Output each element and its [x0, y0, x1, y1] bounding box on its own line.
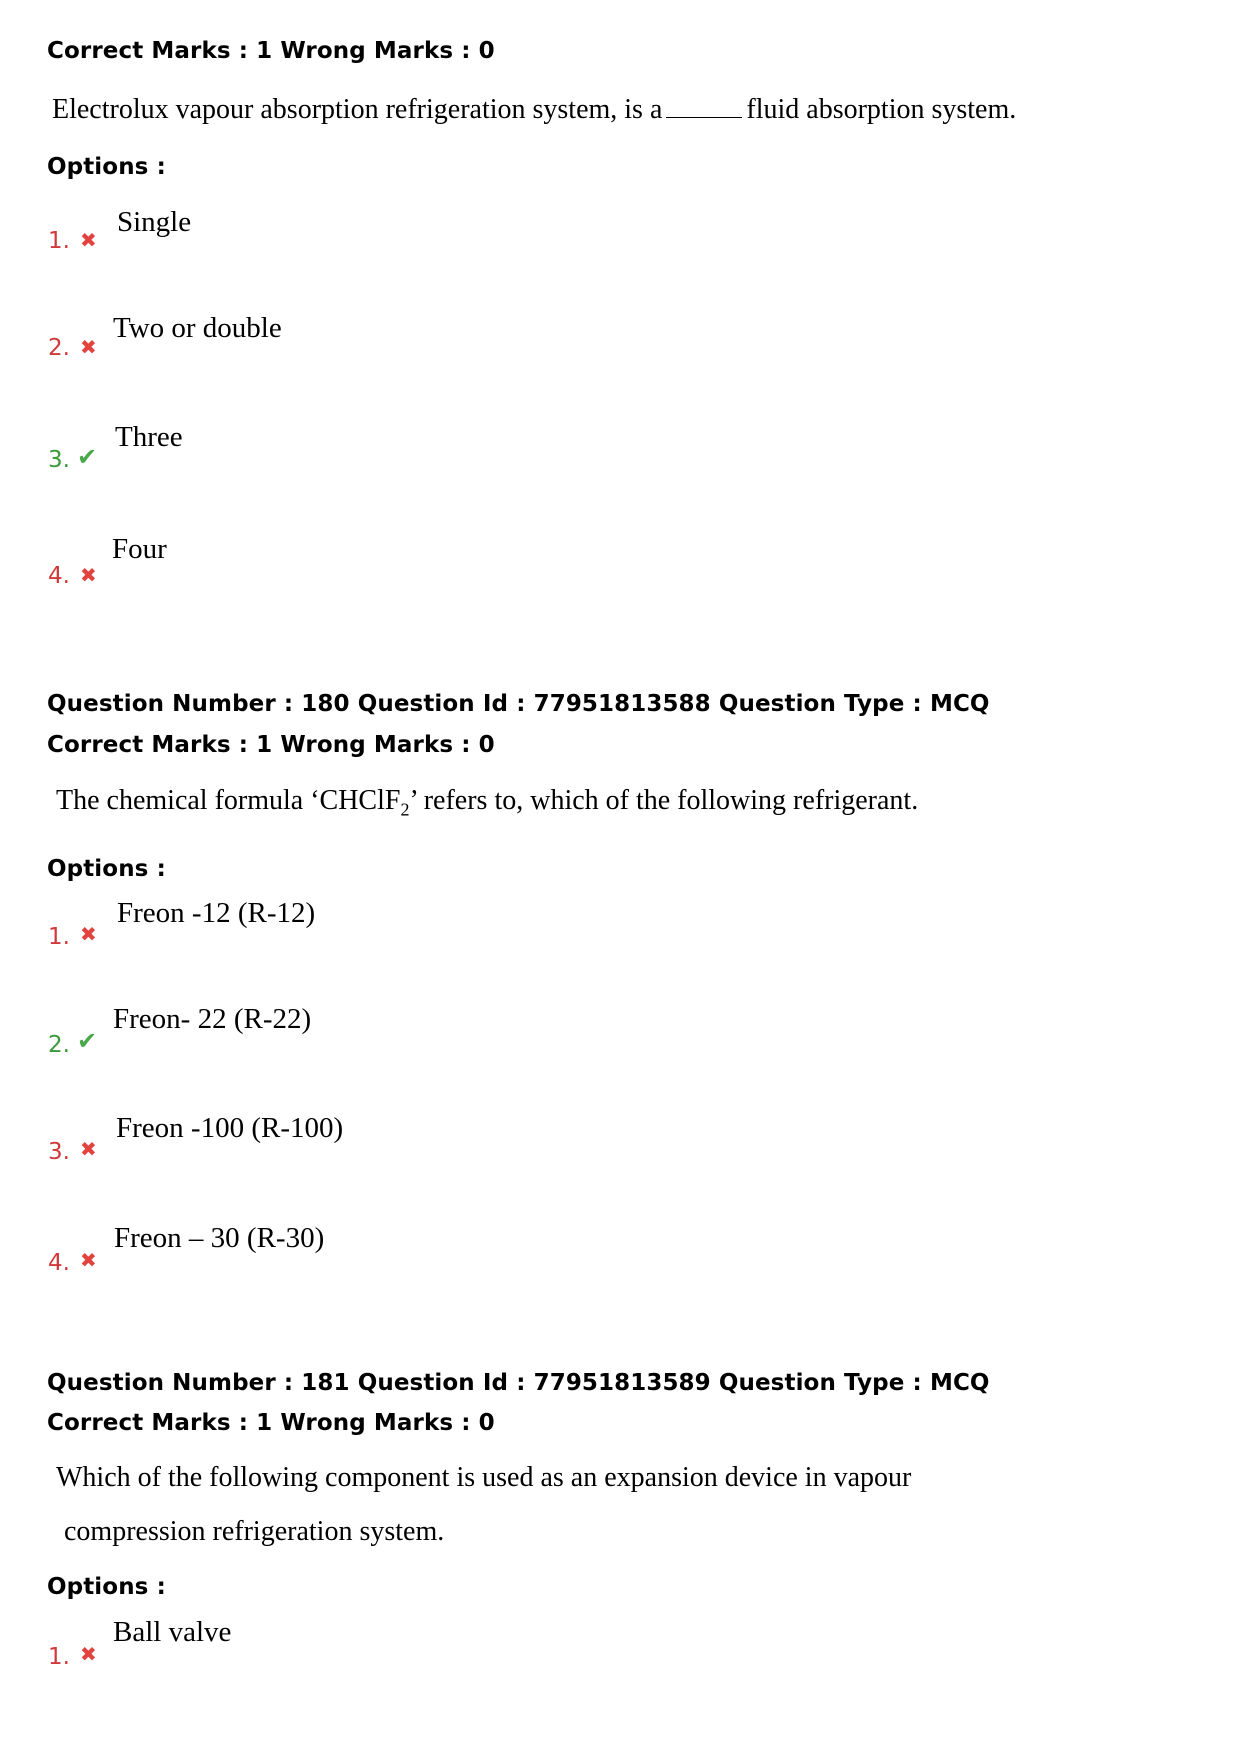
q181-marks: Correct Marks : 1 Wrong Marks : 0	[47, 1410, 495, 1436]
q179-text-after: fluid absorption system.	[746, 94, 1017, 125]
q180-option-1-text: Freon -12 (R-12)	[117, 897, 316, 929]
q180-option-2-number: 2.	[48, 1032, 70, 1058]
q181-options-label: Options :	[47, 1574, 166, 1600]
checkmark-icon: ✔	[77, 443, 98, 471]
q179-text-before: Electrolux vapour absorption refrigeration system, is a	[52, 94, 663, 125]
q180-option-3-number: 3.	[48, 1139, 70, 1165]
checkmark-icon: ✔	[77, 1027, 98, 1055]
q179-question-text	[52, 94, 1016, 126]
q179-option-2-text: Two or double	[113, 312, 282, 344]
q180-option-2-text: Freon- 22 (R-22)	[113, 1003, 312, 1035]
q180-option-4-number: 4.	[48, 1250, 70, 1276]
q179-options-label: Options :	[47, 154, 166, 180]
q181-question-text-line1: Which of the following component is used as an expansion device in vapour	[56, 1462, 912, 1493]
cross-icon: ✖	[80, 1642, 97, 1666]
q180-question-text	[56, 785, 918, 821]
q181-option-1-number: 1.	[48, 1644, 70, 1670]
cross-icon: ✖	[80, 228, 97, 252]
cross-icon: ✖	[80, 1248, 97, 1272]
cross-icon: ✖	[80, 335, 97, 359]
q180-text-subscript: 2	[400, 799, 410, 820]
q181-header: Question Number : 181 Question Id : 77951813589 Question Type : MCQ	[47, 1370, 990, 1396]
q179-marks: Correct Marks : 1 Wrong Marks : 0	[47, 38, 495, 64]
q180-text-after: ’ refers to, which of the following refrigerant.	[409, 785, 919, 816]
q180-options-label: Options :	[47, 856, 166, 882]
q179-option-3-text: Three	[115, 421, 183, 453]
q180-option-1-number: 1.	[48, 924, 70, 950]
q180-text-before: The chemical formula ‘CHClF	[56, 785, 401, 816]
q179-option-2-number: 2.	[48, 335, 70, 361]
q180-marks: Correct Marks : 1 Wrong Marks : 0	[47, 732, 495, 758]
cross-icon: ✖	[80, 922, 97, 946]
q181-question-text-line2: compression refrigeration system.	[64, 1516, 445, 1547]
q180-option-4-text: Freon – 30 (R-30)	[114, 1222, 325, 1254]
cross-icon: ✖	[80, 1137, 97, 1161]
q179-option-1-number: 1.	[48, 228, 70, 254]
q179-option-4-text: Four	[112, 533, 167, 565]
q180-header: Question Number : 180 Question Id : 77951813588 Question Type : MCQ	[47, 691, 990, 717]
cross-icon: ✖	[80, 563, 97, 587]
q179-option-1-text: Single	[117, 206, 192, 238]
q181-option-1-text: Ball valve	[113, 1616, 232, 1648]
q179-option-4-number: 4.	[48, 563, 70, 589]
q180-option-3-text: Freon -100 (R-100)	[116, 1112, 344, 1144]
q179-option-3-number: 3.	[48, 447, 70, 473]
q179-blank	[666, 95, 742, 118]
